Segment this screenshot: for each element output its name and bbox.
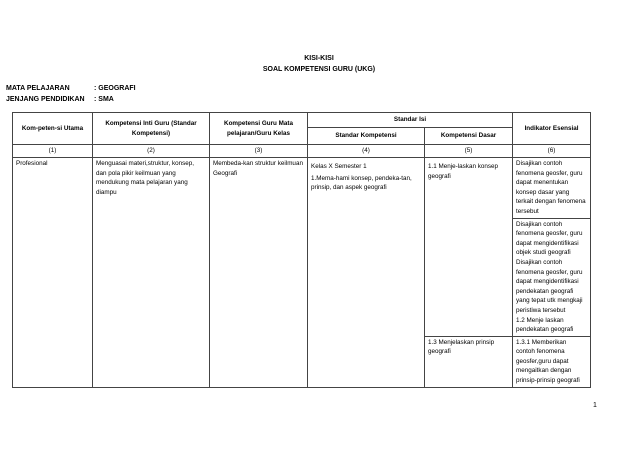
indikator-item: Disajikan contoh fenomena geosfer, guru dapat mengidentifikasi objek studi geografi (516, 220, 583, 257)
header-kompetensi-dasar: Kompetensi Dasar (425, 128, 513, 145)
indikator-item: Disajikan contoh fenomena geosfer, guru dapat menentukan konsep dasar yang terkait dengan fenomena tersebut (513, 158, 590, 219)
kisi-kisi-table (12, 112, 591, 388)
header-indikator: Indikator Esensial (513, 113, 591, 145)
subject-label: MATA PELAJARAN (6, 85, 70, 92)
cell-standar-kompetensi (308, 158, 425, 388)
header-standar-kompetensi: Standar Kompetensi (308, 128, 425, 145)
doc-title: KISI-KISI (304, 55, 334, 62)
sk-item: 1.Mema-hami konsep, pendeka-tan, prinsip, dan aspek geografi (311, 174, 412, 192)
page-number: 1 (593, 402, 597, 409)
sk-semester: Kelas X Semester 1 (311, 163, 367, 170)
col-number-2: (2) (93, 145, 210, 158)
header-kompetensi-inti: Kompetensi Inti Guru (Standar Kompetensi) (93, 113, 210, 145)
cell-kompetensi-inti: Menguasai materi,struktur, konsep, dan pola pikir keilmuan yang mendukung mata pelajaran yang diampu (93, 158, 210, 388)
header-standar-isi: Standar Isi (308, 113, 513, 128)
cell-kompetensi-utama: Profesional (13, 158, 93, 388)
col-number-4: (4) (308, 145, 425, 158)
subject-value: : GEOGRAFI (94, 85, 136, 92)
subject-row (6, 85, 136, 92)
cell-kompetensi-mapel: Membeda-kan struktur keilmuan Geografi (210, 158, 308, 388)
col-number-1: (1) (13, 145, 93, 158)
cell-indikator-3: 1.3.1 Memberikan contoh fenomena geosfer,guru dapat mengaitkan dengan prinsip-prinsip geografi (513, 336, 591, 387)
cell-kompetensi-dasar-3: 1.3 Menjelaskan prinsip geografi (425, 336, 513, 387)
header-kompetensi-utama: Kom-peten-si Utama (13, 113, 93, 145)
col-number-6: (6) (513, 145, 591, 158)
indikator-item: Disajikan contoh fenomena geosfer, guru dapat mengidentifikasi pendekatan geografi yang tepat utk mengkaji peristiwa tersebut (516, 258, 583, 314)
cell-kompetensi-dasar-1: 1.1 Menje-laskan konsep geografi (425, 158, 513, 337)
doc-subtitle: SOAL KOMPETENSI GURU (UKG) (262, 66, 376, 73)
level-value: : SMA (94, 96, 114, 103)
col-number-5: (5) (425, 145, 513, 158)
indikator-item: 1.2 Menje laskan pendekatan geografi (516, 316, 574, 334)
level-label: JENJANG PENDIDIKAN (6, 96, 85, 103)
level-row (6, 96, 114, 103)
cell-indikator-1 (513, 158, 591, 337)
col-number-3: (3) (210, 145, 308, 158)
header-kompetensi-mapel: Kompetensi Guru Mata pelajaran/Guru Kelas (210, 113, 308, 145)
